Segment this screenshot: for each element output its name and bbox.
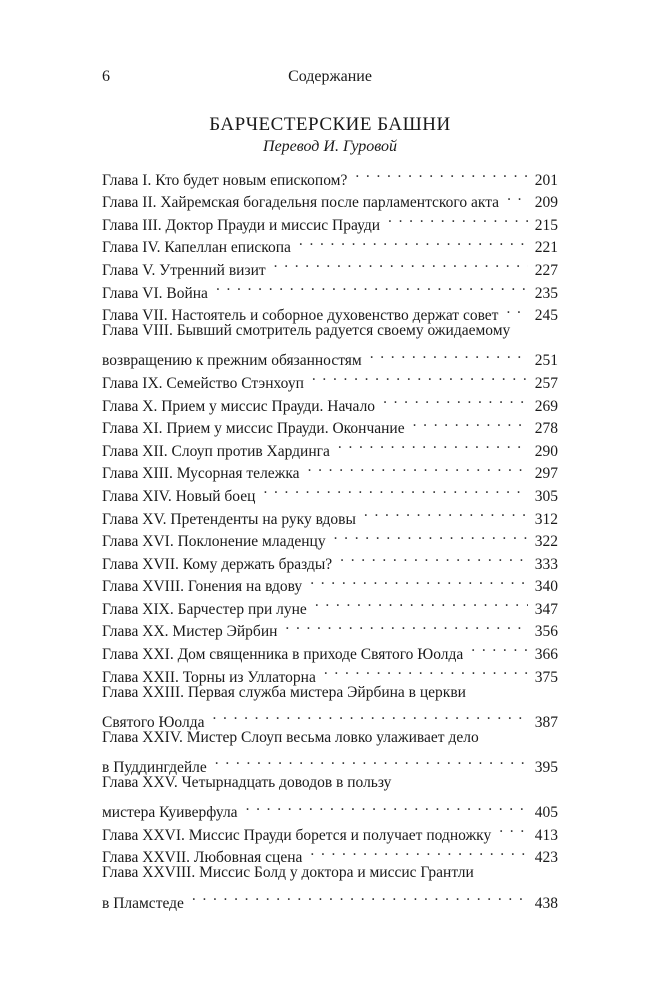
page-number: 6 (102, 68, 110, 85)
chapter-title: Глава XXVI. Миссис Прауди борется и получает подножку (102, 826, 492, 844)
dot-leader (370, 343, 528, 366)
chapter-page-number: 387 (534, 713, 558, 731)
toc-line (102, 682, 558, 705)
chapter-page-number: 297 (534, 465, 558, 483)
chapter-page-number: 305 (534, 487, 558, 505)
dot-leader (471, 636, 528, 659)
toc-entry (102, 772, 558, 822)
toc-entry (102, 682, 558, 731)
chapter-title: возвращению к прежним обязанностям (102, 352, 362, 370)
dot-leader (215, 749, 528, 772)
chapter-page-number: 221 (534, 239, 558, 257)
chapter-title: в Пламстеде (102, 894, 184, 912)
toc-line (102, 727, 558, 750)
toc-line (102, 320, 558, 343)
chapter-title: Глава XI. Прием у миссис Прауди. Окончание (102, 420, 405, 438)
table-of-contents (102, 162, 558, 912)
toc-entry (102, 320, 558, 370)
dot-leader (285, 614, 528, 637)
toc-line (102, 162, 558, 189)
toc-entry (102, 862, 558, 912)
dot-leader (506, 298, 528, 321)
chapter-title: Глава X. Прием у миссис Прауди. Начало (102, 397, 376, 415)
chapter-title: Глава XXIII. Первая служба мистера Эйрбина в церкви (102, 683, 466, 701)
chapter-title: Глава XXI. Дом священника в приходе Святого Юолда (102, 646, 464, 664)
chapter-page-number: 356 (534, 623, 558, 641)
dot-leader (507, 185, 528, 208)
chapter-title: Глава XVIII. Гонения на вдову (102, 578, 303, 596)
dot-leader (340, 546, 528, 569)
dot-leader (315, 591, 528, 614)
toc-line (102, 704, 558, 731)
running-header (102, 66, 558, 88)
chapter-page-number: 251 (534, 352, 558, 370)
chapter-page-number: 340 (534, 578, 558, 596)
chapter-title: Глава XII. Слоуп против Хардинга (102, 442, 330, 460)
chapter-page-number: 375 (534, 668, 558, 686)
chapter-page-number: 405 (534, 804, 558, 822)
chapter-title: Глава XVI. Поклонение младенцу (102, 533, 326, 551)
chapter-page-number: 201 (534, 171, 558, 189)
chapter-page-number: 322 (534, 533, 558, 551)
chapter-title: Глава I. Кто будет новым епископом? (102, 171, 348, 189)
chapter-title: Глава XVII. Кому держать бразды? (102, 555, 333, 573)
toc-line (102, 343, 558, 370)
chapter-title: Глава XIV. Новый боец (102, 487, 256, 505)
chapter-page-number: 333 (534, 555, 558, 573)
chapter-page-number: 269 (534, 397, 558, 415)
chapter-page-number: 215 (534, 216, 558, 234)
toc-line (102, 749, 558, 777)
chapter-page-number: 413 (534, 826, 558, 844)
dot-leader (334, 524, 528, 547)
dot-leader (499, 817, 528, 840)
section-title: БАРЧЕСТЕРСКИЕ БАШНИ (209, 114, 451, 135)
dot-leader (308, 456, 528, 479)
chapter-title: Глава XXIV. Мистер Слоуп весьма ловко улаживает дело (102, 728, 479, 746)
chapter-page-number: 290 (534, 442, 558, 460)
dot-leader (192, 885, 528, 908)
chapter-page-number: 312 (534, 510, 558, 528)
chapter-title: Святого Юолда (102, 713, 205, 731)
chapter-page-number: 235 (534, 284, 558, 302)
toc-line (102, 885, 558, 912)
chapter-title: Глава XIX. Барчестер при луне (102, 600, 307, 618)
dot-leader (212, 704, 528, 727)
dot-leader (299, 230, 528, 253)
chapter-title: Глава IX. Семейство Стэнхоуп (102, 374, 304, 392)
chapter-page-number: 423 (534, 849, 558, 867)
toc-line (102, 795, 558, 822)
chapter-title: Глава VIII. Бывший смотритель радуется своему ожидаемому (102, 322, 511, 340)
dot-leader (324, 659, 528, 682)
chapter-title: Глава VII. Настоятель и соборное духовенство держат совет (102, 307, 499, 325)
chapter-page-number: 227 (534, 261, 558, 279)
toc-entry (102, 162, 558, 189)
chapter-title: Глава XX. Мистер Эйрбин (102, 623, 278, 641)
dot-leader (274, 252, 528, 275)
running-title: Содержание (288, 68, 372, 85)
dot-leader (364, 501, 528, 524)
dot-leader (355, 162, 528, 185)
chapter-page-number: 438 (534, 894, 558, 912)
dot-leader (413, 411, 528, 434)
chapter-title: Глава XXII. Торны из Уллаторна (102, 668, 316, 686)
chapter-title: Глава II. Хайремская богадельня после парламентского акта (102, 194, 500, 212)
chapter-page-number: 347 (534, 600, 558, 618)
chapter-page-number: 278 (534, 420, 558, 438)
chapter-title: Глава III. Доктор Прауди и миссис Прауди (102, 216, 381, 234)
chapter-title: Глава V. Утренний визит (102, 261, 266, 279)
dot-leader (310, 840, 528, 863)
dot-leader (263, 478, 528, 501)
chapter-page-number: 257 (534, 374, 558, 392)
chapter-page-number: 395 (534, 759, 558, 777)
dot-leader (246, 795, 528, 818)
dot-leader (312, 365, 528, 388)
dot-leader (388, 207, 528, 230)
chapter-title: Глава XXV. Четырнадцать доводов в пользу (102, 774, 392, 792)
chapter-title: Глава VI. Война (102, 284, 208, 302)
toc-line (102, 772, 558, 795)
chapter-title: Глава XXVIII. Миссис Болд у доктора и миссис Грантли (102, 864, 474, 882)
toc-line (102, 862, 558, 885)
chapter-page-number: 366 (534, 646, 558, 664)
chapter-title: мистера Куиверфула (102, 804, 238, 822)
chapter-page-number: 245 (534, 307, 558, 325)
dot-leader (216, 275, 528, 298)
toc-entry (102, 727, 558, 777)
chapter-title: Глава XV. Претенденты на руку вдовы (102, 510, 356, 528)
dot-leader (338, 433, 528, 456)
chapter-title: Глава IV. Капеллан епископа (102, 239, 291, 257)
dot-leader (383, 388, 528, 411)
chapter-title: Глава XIII. Мусорная тележка (102, 465, 300, 483)
translator-credit: Перевод И. Гуровой (263, 138, 397, 155)
chapter-page-number: 209 (534, 194, 558, 212)
chapter-title: Глава XXVII. Любовная сцена (102, 849, 303, 867)
dot-leader (310, 569, 528, 592)
chapter-title: в Пуддингдейле (102, 759, 207, 777)
